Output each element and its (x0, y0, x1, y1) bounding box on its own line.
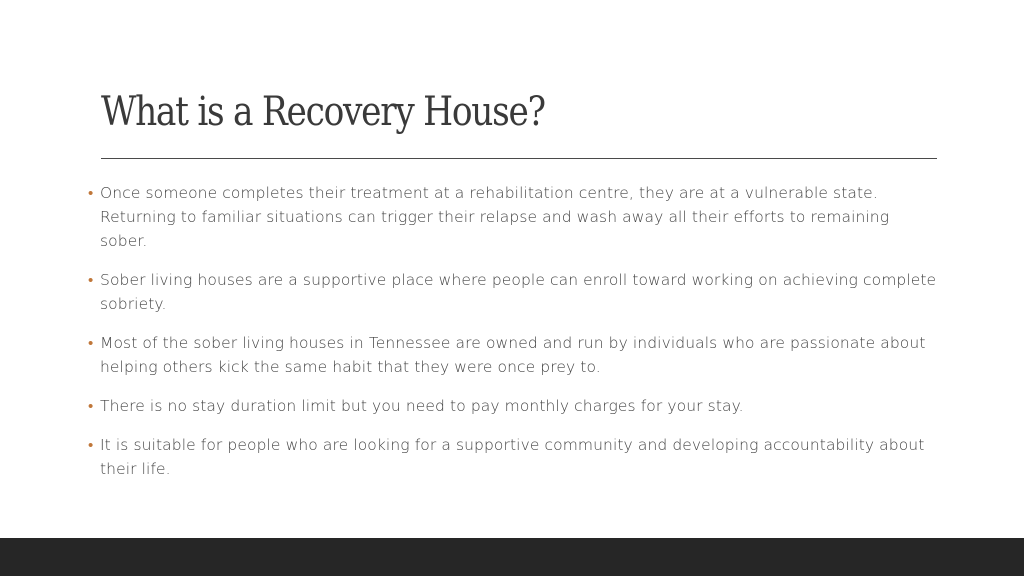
bullet-item (88, 433, 938, 481)
bullet-text: There is no stay duration limit but you need to pay monthly charges for your stay. (100, 397, 744, 415)
bullet-item (88, 268, 938, 316)
bullet-item (88, 181, 938, 253)
bullet-list (88, 181, 938, 496)
bullet-icon: • (88, 397, 94, 415)
bullet-icon: • (88, 271, 94, 289)
bullet-icon: • (88, 436, 94, 454)
slide-title: What is a Recovery House? (101, 89, 545, 135)
bullet-icon: • (88, 184, 94, 202)
title-divider (101, 158, 937, 159)
bullet-text: It is suitable for people who are looking for a supportive community and developing accountability about their life. (100, 436, 925, 478)
bullet-text: Once someone completes their treatment at a rehabilitation centre, they are at a vulnerable state. Returning to familiar situations can trigger their relapse and wash away all their efforts to remaining sober. (100, 184, 890, 250)
bullet-text: Most of the sober living houses in Tennessee are owned and run by individuals who are passionate about helping others kick the same habit that they were once prey to. (100, 334, 926, 376)
footer-bar (0, 538, 1024, 576)
bullet-item (88, 331, 938, 379)
bullet-item (88, 394, 938, 418)
bullet-text: Sober living houses are a supportive place where people can enroll toward working on achieving complete sobriety. (100, 271, 937, 313)
bullet-icon: • (88, 334, 94, 352)
